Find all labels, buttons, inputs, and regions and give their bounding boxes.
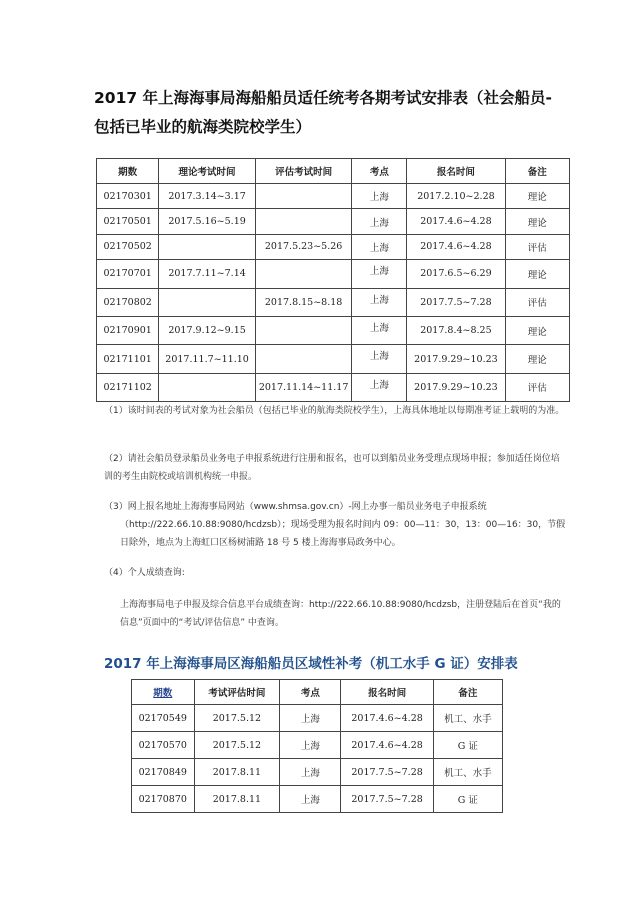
table-row xyxy=(97,316,570,344)
table-cell: 2017.4.6~4.28 xyxy=(407,234,505,259)
table-cell: 2017.5.12 xyxy=(194,732,280,759)
column-header: 报名时间 xyxy=(341,680,433,705)
table-cell: 上海 xyxy=(352,373,407,401)
note-4-body: 上海海事局电子申报及综合信息平台成绩查询：http://222.66.10.88:9080/hcdzsb，注册登陆后在首页“我的信息”页面中的“考试/评估信息” 中查询。 xyxy=(120,600,561,628)
table-cell: 02170501 xyxy=(97,209,159,234)
table-cell xyxy=(255,209,352,234)
table-cell: 2017.8.11 xyxy=(194,759,280,786)
table-cell: 2017.8.4~8.25 xyxy=(407,316,505,344)
table-cell: 02170901 xyxy=(97,316,159,344)
table-cell: 上海 xyxy=(280,732,341,759)
table-cell xyxy=(255,184,352,209)
table-cell: 上海 xyxy=(352,345,407,373)
table-cell: 2017.7.5~7.28 xyxy=(341,786,433,813)
table-row xyxy=(132,759,503,786)
table-cell: 2017.5.23~5.26 xyxy=(255,234,352,259)
table-cell: 2017.6.5~6.29 xyxy=(407,260,505,288)
table-cell: 理论 xyxy=(505,260,569,288)
column-header: 报名时间 xyxy=(407,159,505,184)
table-cell: 2017.3.14~3.17 xyxy=(159,184,255,209)
column-header: 理论考试时间 xyxy=(159,159,255,184)
column-header: 考试评估时间 xyxy=(194,680,280,705)
table-cell: 2017.7.11~7.14 xyxy=(159,260,255,288)
table-cell: 评估 xyxy=(505,288,569,316)
table-cell: 理论 xyxy=(505,316,569,344)
table-row xyxy=(97,373,570,401)
table-row xyxy=(97,345,570,373)
table-cell: G 证 xyxy=(433,786,502,813)
table-cell: 2017.2.10~2.28 xyxy=(407,184,505,209)
note-2: （2）请社会船员登录船员业务电子申报系统进行注册和报名，也可以到船员业务受理点现场申报；参加适任岗位培训的考生由院校或培训机构统一申报。 xyxy=(104,454,560,482)
table-cell: 02170549 xyxy=(132,705,195,732)
table-cell: 2017.5.12 xyxy=(194,705,280,732)
table-row xyxy=(132,732,503,759)
table-cell: G 证 xyxy=(433,732,502,759)
table-cell: 上海 xyxy=(280,786,341,813)
table-cell: 2017.4.6~4.28 xyxy=(341,705,433,732)
table-cell: 2017.5.16~5.19 xyxy=(159,209,255,234)
note-4-heading: （4）个人成绩查询: xyxy=(104,568,185,578)
column-header: 评估考试时间 xyxy=(255,159,352,184)
table-cell: 02170870 xyxy=(132,786,195,813)
column-header: 备注 xyxy=(433,680,502,705)
table-cell: 02171102 xyxy=(97,373,159,401)
table-cell: 上海 xyxy=(352,209,407,234)
table-cell: 02170570 xyxy=(132,732,195,759)
table-cell: 上海 xyxy=(352,234,407,259)
table-cell: 机工、水手 xyxy=(433,759,502,786)
table-cell: 上海 xyxy=(352,260,407,288)
table-cell: 2017.11.7~11.10 xyxy=(159,345,255,373)
table-cell: 评估 xyxy=(505,234,569,259)
table-cell: 机工、水手 xyxy=(433,705,502,732)
table-cell: 理论 xyxy=(505,209,569,234)
note-3-line2: （http://222.66.10.88:9080/hcdzsb）；现场受理为报名时间内 09：00—11：30，13：00—16：30，节假日除外，地点为上海虹口区杨树浦路 18 号 5 楼上海海事局政务中心。 xyxy=(120,520,566,548)
table-row xyxy=(132,786,503,813)
table-row xyxy=(97,260,570,288)
table-cell: 02171101 xyxy=(97,345,159,373)
table-cell: 上海 xyxy=(352,184,407,209)
table-header-row xyxy=(132,680,503,705)
column-header: 期数 xyxy=(97,159,159,184)
table-cell: 02170849 xyxy=(132,759,195,786)
exam-schedule-table xyxy=(96,158,570,402)
table-cell: 2017.11.14~11.17 xyxy=(255,373,352,401)
table-cell: 2017.9.12~9.15 xyxy=(159,316,255,344)
table-cell xyxy=(159,373,255,401)
table-cell: 上海 xyxy=(352,288,407,316)
table-cell: 2017.9.29~10.23 xyxy=(407,345,505,373)
table-cell xyxy=(159,288,255,316)
table-cell: 02170301 xyxy=(97,184,159,209)
note-3-line1: （3）网上报名地址上海海事局网站（www.shmsa.gov.cn）-网上办事一船员业务电子申报系统 xyxy=(104,502,487,512)
column-header: 期数 xyxy=(132,680,195,705)
table-cell: 上海 xyxy=(352,316,407,344)
table-cell: 2017.9.29~10.23 xyxy=(407,373,505,401)
table-row xyxy=(97,288,570,316)
table-cell: 理论 xyxy=(505,345,569,373)
table-cell: 02170701 xyxy=(97,260,159,288)
makeup-exam-table xyxy=(131,679,503,813)
table-cell: 02170802 xyxy=(97,288,159,316)
page-title: 2017 年上海海事局海船船员适任统考各期考试安排表（社会船员-包括已毕业的航海类院校学生） xyxy=(94,89,552,136)
table-row xyxy=(97,234,570,259)
table-cell: 理论 xyxy=(505,184,569,209)
note-1: （1）该时间表的考试对象为社会船员（包括已毕业的航海类院校学生），上海具体地址以每期准考证上载明的为准。 xyxy=(104,406,565,416)
table-header-row xyxy=(97,159,570,184)
table-cell: 上海 xyxy=(280,705,341,732)
table-cell xyxy=(255,316,352,344)
table-cell: 2017.4.6~4.28 xyxy=(341,732,433,759)
column-header: 考点 xyxy=(280,680,341,705)
table-cell: 上海 xyxy=(280,759,341,786)
table-cell xyxy=(159,234,255,259)
table-cell: 2017.8.15~8.18 xyxy=(255,288,352,316)
table-cell: 02170502 xyxy=(97,234,159,259)
section-subtitle: 2017 年上海海事局区海船船员区域性补考（机工水手 G 证）安排表 xyxy=(104,656,518,672)
table-row xyxy=(97,184,570,209)
table-row xyxy=(132,705,503,732)
table-row xyxy=(97,209,570,234)
table-cell xyxy=(255,260,352,288)
table-cell: 2017.7.5~7.28 xyxy=(407,288,505,316)
table-cell: 2017.8.11 xyxy=(194,786,280,813)
table-cell: 2017.7.5~7.28 xyxy=(341,759,433,786)
table-cell xyxy=(255,345,352,373)
column-header: 考点 xyxy=(352,159,407,184)
table-cell: 评估 xyxy=(505,373,569,401)
column-header: 备注 xyxy=(505,159,569,184)
table-cell: 2017.4.6~4.28 xyxy=(407,209,505,234)
